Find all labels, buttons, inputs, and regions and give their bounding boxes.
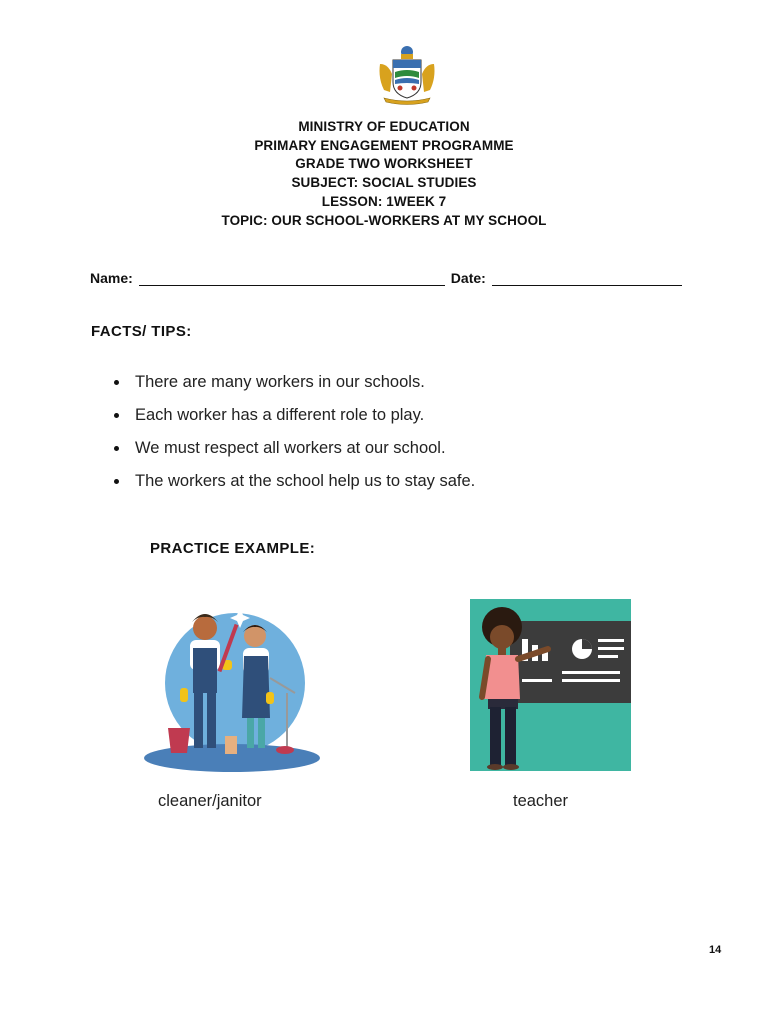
worksheet-header — [0, 118, 768, 230]
name-date-row — [90, 270, 690, 286]
programme-title: PRIMARY ENGAGEMENT PROGRAMME — [254, 137, 514, 153]
worksheet-title: GRADE TWO WORKSHEET — [295, 156, 473, 172]
name-label: Name: — [90, 270, 133, 286]
coat-of-arms-icon — [376, 44, 438, 106]
page-number: 14 — [709, 944, 722, 956]
caption-cleaner: cleaner/janitor — [158, 792, 262, 810]
lesson-line: LESSON: 1WEEK 7 — [321, 193, 447, 209]
name-field[interactable] — [139, 273, 445, 286]
list-item: The workers at the school help us to stay safe. — [112, 465, 475, 498]
date-label: Date: — [450, 270, 486, 286]
practice-title: PRACTICE EXAMPLE: — [150, 540, 316, 557]
teacher-illustration — [470, 599, 631, 771]
subject-line: SUBJECT: SOCIAL STUDIES — [291, 175, 477, 191]
list-item: We must respect all workers at our school. — [112, 432, 475, 465]
date-field[interactable] — [492, 273, 682, 286]
caption-teacher: teacher — [513, 792, 569, 810]
ministry-title: MINISTRY OF EDUCATION — [298, 119, 470, 134]
facts-list — [112, 366, 475, 498]
list-item: There are many workers in our schools. — [112, 366, 475, 399]
topic-line: TOPIC: OUR SCHOOL-WORKERS AT MY SCHOOL — [221, 212, 547, 228]
list-item: Each worker has a different role to play. — [112, 399, 475, 432]
cleaners-illustration — [140, 598, 330, 778]
facts-title: FACTS/ TIPS: — [91, 323, 192, 340]
